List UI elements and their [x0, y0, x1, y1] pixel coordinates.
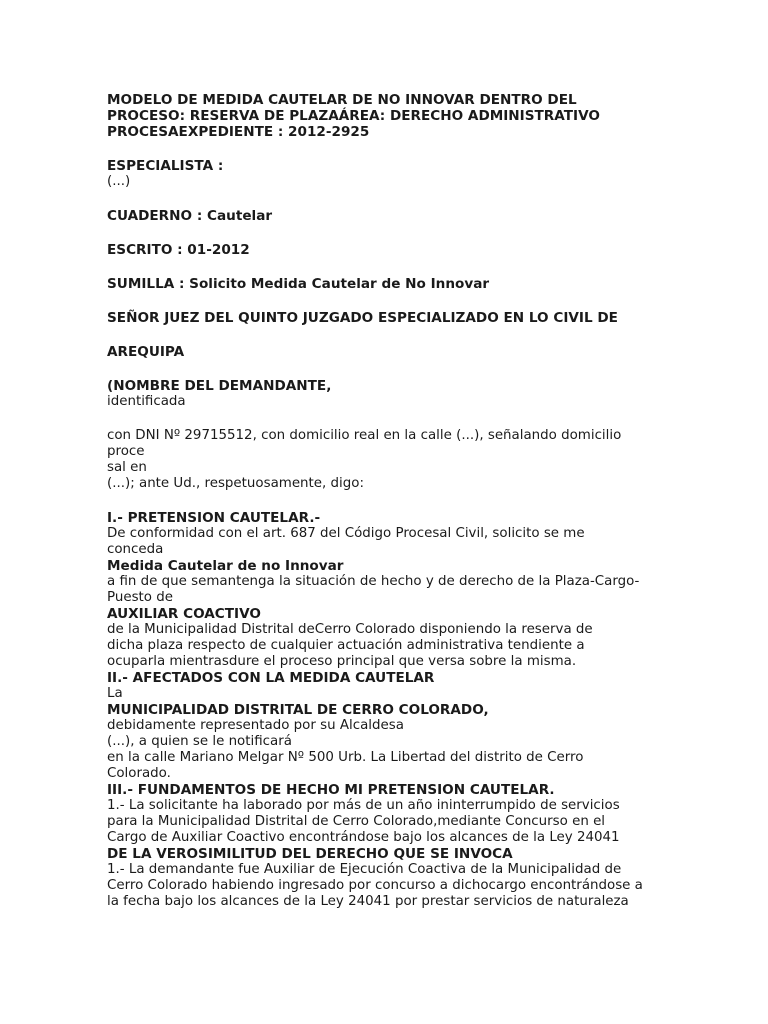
section-1-line-5: de la Municipalidad Distrital deCerro Colorado disponiendo la reserva de — [107, 622, 593, 637]
intro-line-5: (...); ante Ud., respetuosamente, digo: — [107, 476, 364, 491]
section-2-bold-1: MUNICIPALIDAD DISTRITAL DE CERRO COLORADO, — [107, 702, 489, 718]
addressee-line-2: AREQUIPA — [107, 344, 185, 360]
section-2-line-2: debidamente representado por su Alcaldesa — [107, 718, 404, 733]
section-3-line-6: la fecha bajo los alcances de la Ley 24041 por prestar servicios de naturaleza — [107, 894, 629, 909]
addressee-line-1: SEÑOR JUEZ DEL QUINTO JUZGADO ESPECIALIZADO EN LO CIVIL DE — [107, 310, 618, 326]
section-3-line-2: para la Municipalidad Distrital de Cerro Colorado,mediante Concurso en el — [107, 814, 606, 829]
section-1-bold-2: AUXILIAR COACTIVO — [107, 606, 261, 622]
section-2-line-3: (...), a quien se le notificará — [107, 734, 292, 749]
document-title-line-1: MODELO DE MEDIDA CAUTELAR DE NO INNOVAR DENTRO DEL — [107, 92, 577, 108]
section-1-line-1: De conformidad con el art. 687 del Código Procesal Civil, solicito se me — [107, 526, 585, 541]
cuaderno-field: CUADERNO : Cautelar — [107, 208, 273, 224]
intro-line-2: con DNI Nº 29715512, con domicilio real en la calle (...), señalando domicilio — [107, 428, 622, 443]
escrito-field: ESCRITO : 01-2012 — [107, 242, 250, 258]
document-page — [107, 92, 667, 910]
especialista-value: (...) — [107, 174, 131, 189]
section-1-line-7: ocuparla mientrasdure el proceso principal que versa sobre la misma. — [107, 654, 577, 669]
section-2-line-5: Colorado. — [107, 766, 171, 781]
section-3-line-4: 1.- La demandante fue Auxiliar de Ejecución Coactiva de la Municipalidad de — [107, 862, 622, 877]
document-title-line-3: PROCESAEXPEDIENTE : 2012-2925 — [107, 124, 370, 140]
section-1-line-3: a fin de que semantenga la situación de hecho y de derecho de la Plaza-Cargo- — [107, 574, 640, 589]
section-1-line-6: dicha plaza respecto de cualquier actuación administrativa tendiente a — [107, 638, 585, 653]
section-3-heading: III.- FUNDAMENTOS DE HECHO MI PRETENSION CAUTELAR. — [107, 782, 555, 798]
especialista-label: ESPECIALISTA : — [107, 158, 224, 174]
document-title-line-2: PROCESO: RESERVA DE PLAZAÁREA: DERECHO ADMINISTRATIVO — [107, 108, 600, 124]
intro-line-3: proce — [107, 444, 145, 459]
section-2-heading: II.- AFECTADOS CON LA MEDIDA CAUTELAR — [107, 670, 435, 686]
section-3-line-1: 1.- La solicitante ha laborado por más de un año ininterrumpido de servicios — [107, 798, 620, 813]
section-1-line-2: conceda — [107, 542, 164, 557]
intro-line-4: sal en — [107, 460, 147, 475]
sumilla-field: SUMILLA : Solicito Medida Cautelar de No Innovar — [107, 276, 490, 292]
section-2-line-4: en la calle Mariano Melgar Nº 500 Urb. La Libertad del distrito de Cerro — [107, 750, 584, 765]
section-1-bold-1: Medida Cautelar de no Innovar — [107, 558, 344, 574]
section-1-heading: I.- PRETENSION CAUTELAR.- — [107, 510, 321, 526]
plaintiff-name: (NOMBRE DEL DEMANDANTE, — [107, 378, 332, 394]
section-1-line-4: Puesto de — [107, 590, 173, 605]
section-2-line-1: La — [107, 686, 123, 701]
section-3-line-5: Cerro Colorado habiendo ingresado por concurso a dichocargo encontrándose a — [107, 878, 643, 893]
intro-line-1: identificada — [107, 394, 186, 409]
section-3-line-3: Cargo de Auxiliar Coactivo encontrándose bajo los alcances de la Ley 24041 — [107, 830, 620, 845]
section-3-subheading: DE LA VEROSIMILITUD DEL DERECHO QUE SE INVOCA — [107, 846, 513, 862]
